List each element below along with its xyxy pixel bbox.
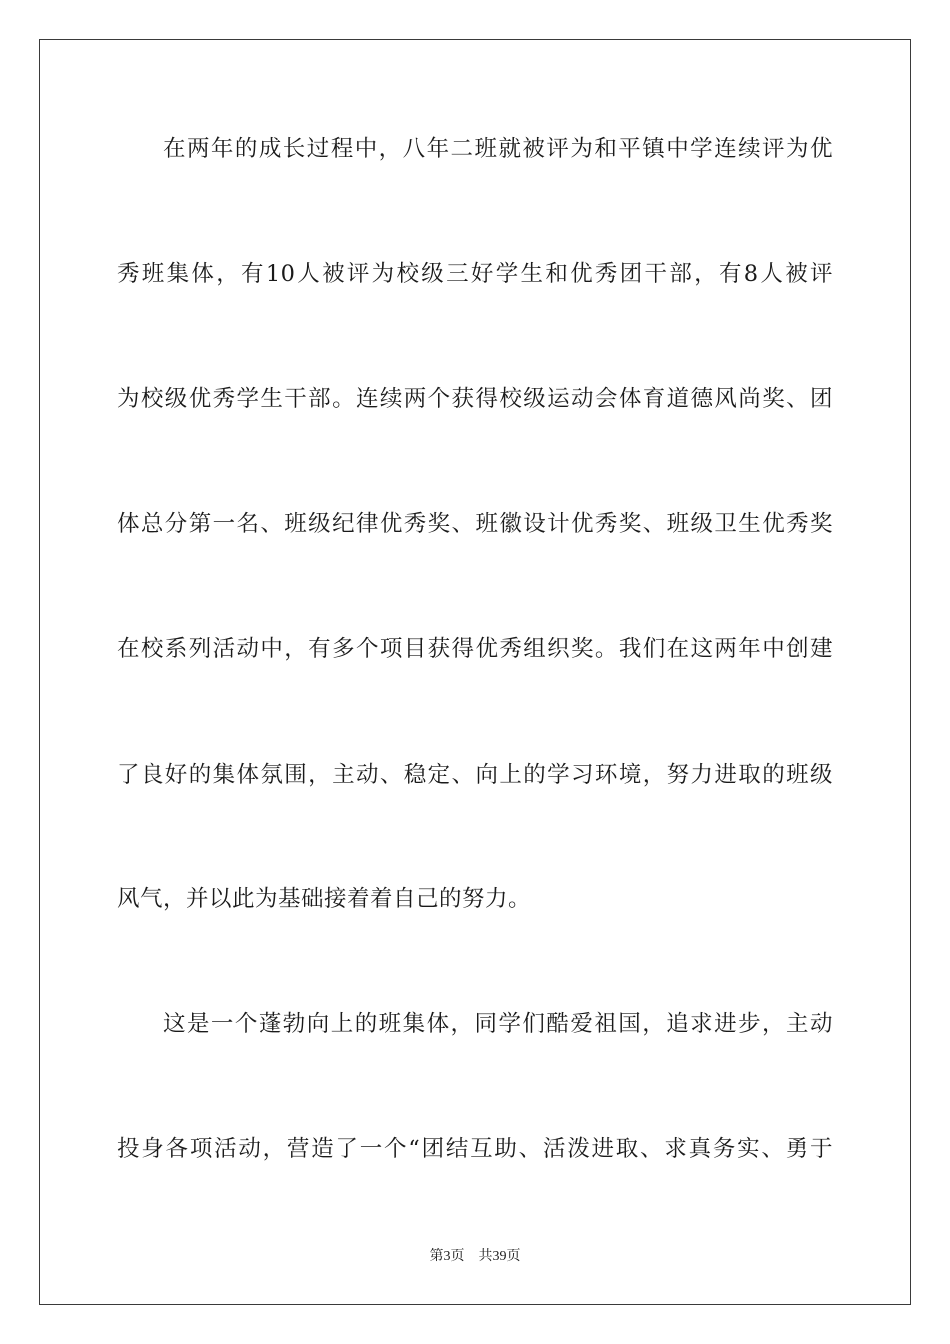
paragraph-1-line-7: 风气，并以此为基础接着着自己的努力。: [117, 886, 532, 912]
page-number: 第3页: [429, 1249, 465, 1264]
total-pages: 共39页: [478, 1249, 521, 1264]
paragraph-1-line-2: 秀班集体，有10人被评为校级三好学生和优秀团干部，有8人被评: [117, 261, 833, 287]
paragraph-1-line-4: 体总分第一名、班级纪律优秀奖、班徽设计优秀奖、班级卫生优秀奖: [117, 511, 833, 537]
page-border: [39, 39, 911, 1305]
paragraph-1-line-1: 在两年的成长过程中，八年二班就被评为和平镇中学连续评为优: [163, 136, 833, 162]
paragraph-2-line-1: 这是一个蓬勃向上的班集体，同学们酷爱祖国，追求进步，主动: [163, 1011, 833, 1037]
paragraph-1-line-5: 在校系列活动中，有多个项目获得优秀组织奖。我们在这两年中创建: [117, 636, 833, 662]
paragraph-2-line-2: 投身各项活动，营造了一个“团结互助、活泼进取、求真务实、勇于: [117, 1136, 833, 1162]
page-footer: [0, 1247, 950, 1266]
paragraph-1-line-3: 为校级优秀学生干部。连续两个获得校级运动会体育道德风尚奖、团: [117, 386, 833, 412]
paragraph-1-line-6: 了良好的集体氛围，主动、稳定、向上的学习环境，努力进取的班级: [117, 762, 833, 788]
